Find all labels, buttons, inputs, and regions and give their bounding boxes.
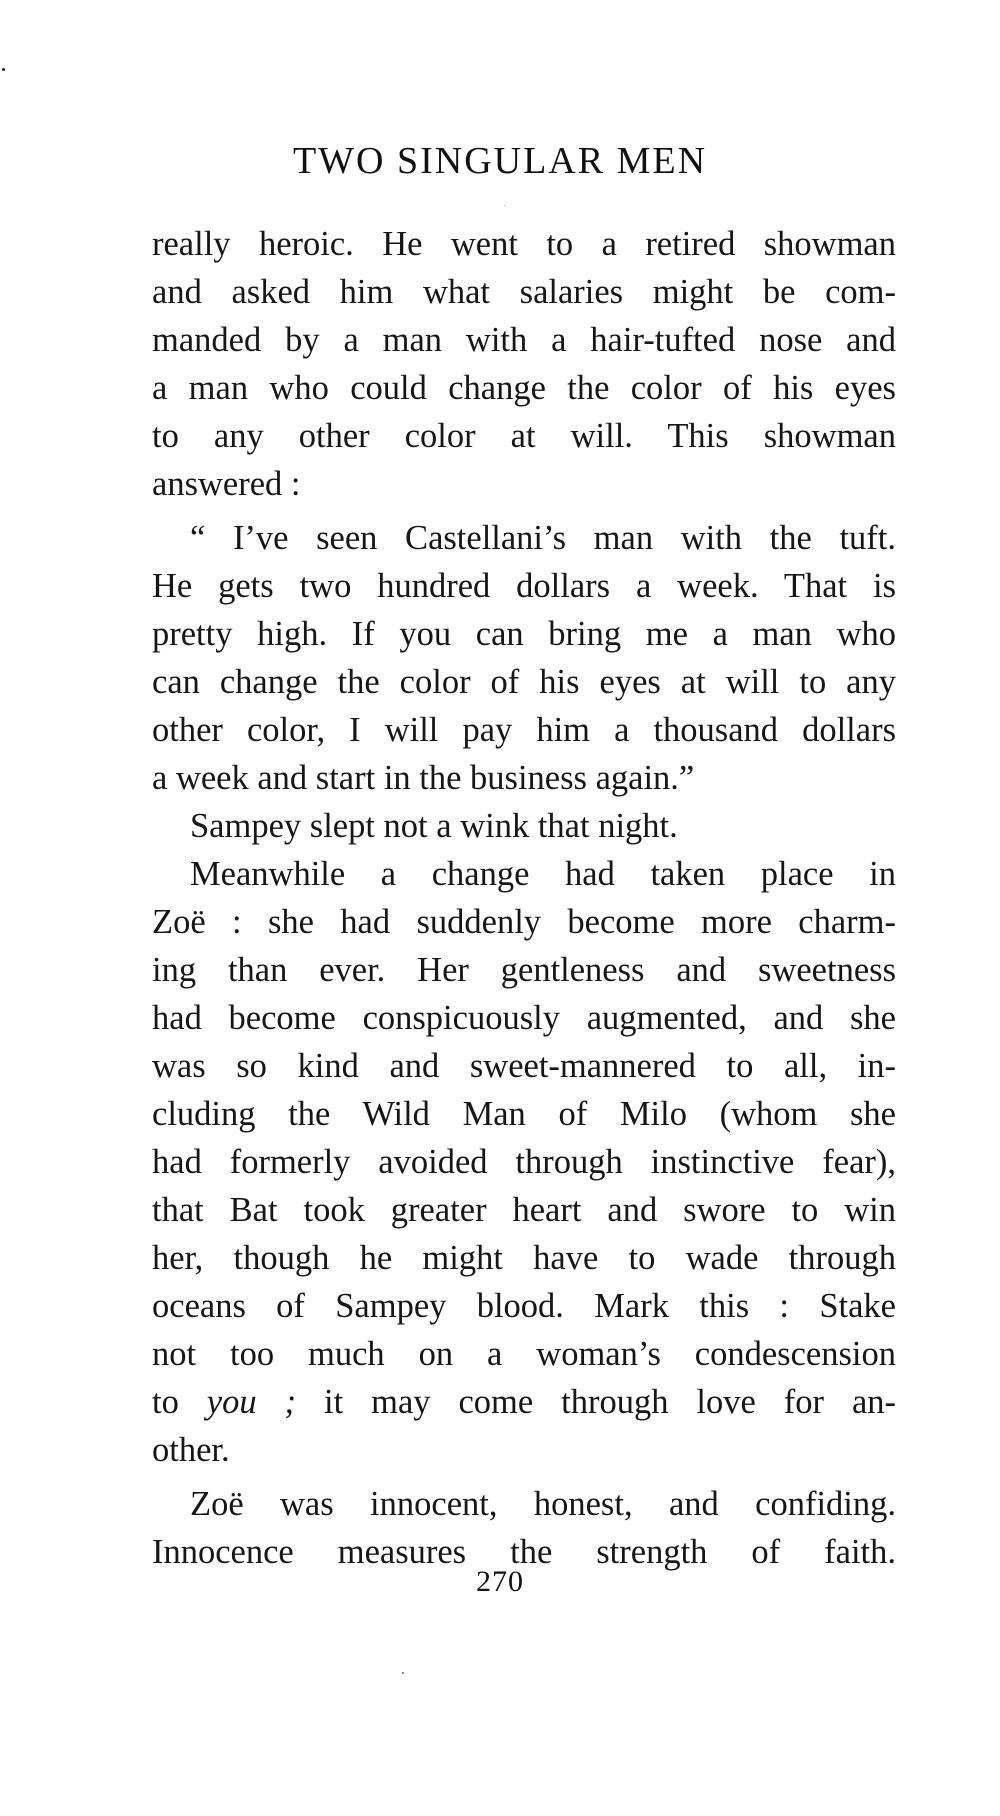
- running-head: TWO SINGULAR MEN: [292, 140, 708, 182]
- text-line: manded by a man with a hair-tufted nose and: [152, 321, 896, 359]
- text-line: can change the color of his eyes at will to any: [152, 663, 896, 701]
- text-line: cluding the Wild Man of Milo (whom she: [152, 1095, 896, 1133]
- page-number: 270: [476, 1565, 524, 1598]
- text-line: a man who could change the color of his eyes: [152, 369, 896, 407]
- text-line: other.: [152, 1431, 230, 1469]
- text-fragment: to: [152, 1383, 179, 1421]
- text-line: that Bat took greater heart and swore to win: [152, 1191, 896, 1229]
- print-speck: [402, 1672, 404, 1674]
- text-line: not too much on a woman’s condescension: [152, 1335, 896, 1373]
- text-line: other color, I will pay him a thousand dollars: [152, 711, 896, 749]
- body-text: [152, 220, 896, 1576]
- text-line: really heroic. He went to a retired showman: [152, 225, 896, 263]
- text-fragment: it may come through love for an-: [324, 1383, 897, 1421]
- text-line: pretty high. If you can bring me a man who: [152, 615, 896, 653]
- text-line: Meanwhile a change had taken place in: [190, 855, 896, 893]
- text-line: answered :: [152, 465, 301, 503]
- text-line-with-italic: [152, 1378, 896, 1426]
- text-line: a week and start in the business again.”: [152, 759, 695, 797]
- italic-word: you ;: [206, 1383, 297, 1421]
- text-line: ing than ever. Her gentleness and sweetness: [152, 951, 896, 989]
- text-line: her, though he might have to wade through: [152, 1239, 896, 1277]
- text-line: Zoë was innocent, honest, and confiding.: [190, 1485, 896, 1523]
- text-line: to any other color at will. This showman: [152, 417, 896, 455]
- print-speck: [2, 68, 5, 71]
- text-line: “ I’ve seen Castellani’s man with the tuft.: [190, 519, 896, 557]
- text-line: was so kind and sweet-mannered to all, in-: [152, 1047, 896, 1085]
- text-line: Zoë : she had suddenly become more charm-: [152, 903, 896, 941]
- text-line: had become conspicuously augmented, and she: [152, 999, 896, 1037]
- text-line: and asked him what salaries might be com-: [152, 273, 896, 311]
- text-line: Sampey slept not a wink that night.: [190, 807, 678, 845]
- text-line: had formerly avoided through instinctive fear),: [152, 1143, 896, 1181]
- text-line: oceans of Sampey blood. Mark this : Stake: [152, 1287, 896, 1325]
- text-line: He gets two hundred dollars a week. That is: [152, 567, 896, 605]
- print-speck: [504, 205, 505, 206]
- text-line: Innocence measures the strength of faith.: [152, 1533, 896, 1571]
